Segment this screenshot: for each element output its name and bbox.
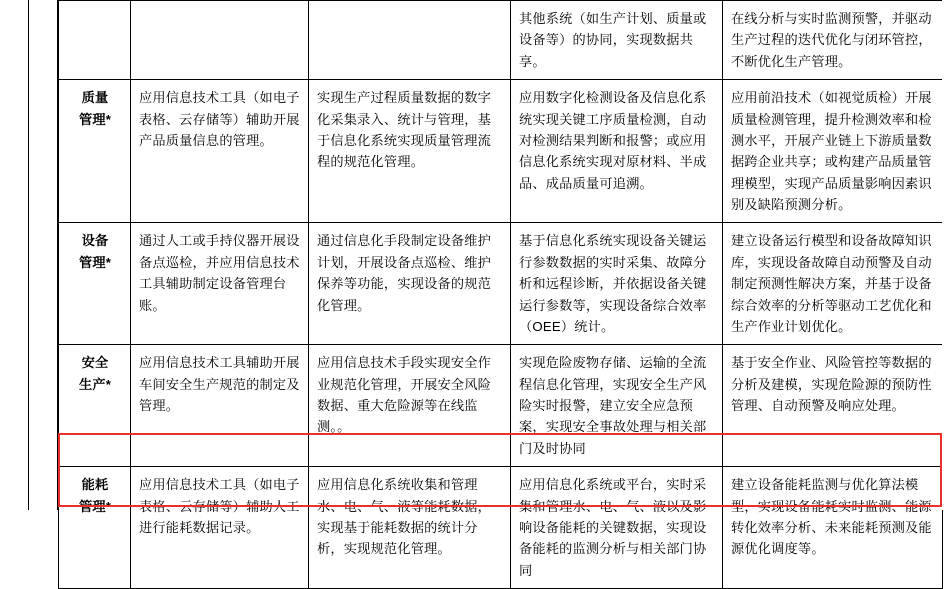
row-label-energy [59, 467, 131, 589]
row-label-safety [59, 345, 131, 467]
row-label-line: 管理* [78, 254, 112, 270]
row-label-line: 生产* [78, 376, 112, 392]
row-cell-level1 [131, 1, 309, 80]
row-cell-level1: 通过人工或手持仪器开展设备点巡检，并应用信息技术工具辅助制定设备管理台账。 [131, 223, 309, 345]
table-row [59, 345, 943, 467]
row-cell-level3: 其他系统（如生产计划、质量或设备等）的协同，实现数据共享。 [511, 1, 723, 80]
row-cell-level4: 建立设备运行模型和设备故障知识库，实现设备故障自动预警及自动制定预测性解决方案，并基于设备综合效率的分析等驱动工艺优化和生产作业计划优化。 [723, 223, 943, 345]
row-cell-level2: 通过信息化手段制定设备维护计划，开展设备点巡检、维护保养等功能，实现设备的规范化管理。 [309, 223, 511, 345]
row-label-line: 管理* [78, 111, 112, 127]
row-label-line: 管理* [78, 498, 112, 514]
row-label-equipment [59, 223, 131, 345]
row-cell-level3: 应用信息化系统或平台，实时采集和管理水、电、气、液以及影响设备能耗的关键数据，实现设备能耗的监测分析与相关部门协同 [511, 467, 723, 589]
table-row-energy [59, 467, 943, 589]
page-right-margin [942, 0, 952, 510]
row-cell-level4: 在线分析与实时监测预警，并驱动生产过程的迭代优化与闭环管控，不断优化生产管理。 [723, 1, 943, 80]
row-label-quality [59, 80, 131, 223]
row-cell-level1: 应用信息技术工具（如电子表格、云存储等）辅助人工进行能耗数据记录。 [131, 467, 309, 589]
row-cell-level4: 应用前沿技术（如视觉质检）开展质量检测管理，提升检测效率和检测水平，开展产业链上下游质量数据跨企业共享；或构建产品质量管理模型，实现产品质量影响因素识别及缺陷预测分析。 [723, 80, 943, 223]
row-cell-level3: 应用数字化检测设备及信息化系统实现关键工序质量检测，自动对检测结果判断和报警；或应用信息化系统实现对原材料、半成品、成品质量可追溯。 [511, 80, 723, 223]
row-cell-level2: 实现生产过程质量数据的数字化采集录入、统计与管理，基于信息化系统实现质量管理流程的规范化管理。 [309, 80, 511, 223]
row-label-line: 安全 [81, 355, 109, 371]
row-cell-level1: 应用信息技术工具辅助开展车间安全生产规范的制定及管理。 [131, 345, 309, 467]
row-cell-level3: 基于信息化系统实现设备关键运行参数数据的实时采集、故障分析和远程诊断，并依据设备关键运行参数等，实现设备综合效率（OEE）统计。 [511, 223, 723, 345]
row-cell-level2 [309, 1, 511, 80]
table-row [59, 80, 943, 223]
row-cell-level4: 基于安全作业、风险管控等数据的分析及建模，实现危险源的预防性管理、自动预警及响应处理。 [723, 345, 943, 467]
row-cell-level1: 应用信息技术工具（如电子表格、云存储等）辅助开展产品质量信息的管理。 [131, 80, 309, 223]
table-row [59, 223, 943, 345]
row-cell-level4: 建立设备能耗监测与优化算法模型，实现设备能耗实时监测、能源转化效率分析、未来能耗预测及能源优化调度等。 [723, 467, 943, 589]
row-cell-level2: 应用信息技术手段实现安全作业规范化管理，开展安全风险数据、重大危险源等在线监测。。 [309, 345, 511, 467]
row-label-line: 质量 [81, 90, 109, 106]
row-label-line: 设备 [81, 233, 109, 249]
table-row [59, 1, 943, 80]
page-left-margin [0, 0, 58, 510]
margin-rule-line [28, 0, 29, 510]
row-cell-level2: 应用信息化系统收集和管理水、电、气、液等能耗数据，实现基于能耗数据的统计分析，实现规范化管理。 [309, 467, 511, 589]
row-label-line: 能耗 [81, 477, 109, 493]
row-label [59, 1, 131, 80]
capability-maturity-table [58, 0, 943, 589]
row-cell-level3: 实现危险废物存储、运输的全流程信息化管理，实现安全生产风险实时报警，建立安全应急预案，实现安全事故处理与相关部门及时协同 [511, 345, 723, 467]
